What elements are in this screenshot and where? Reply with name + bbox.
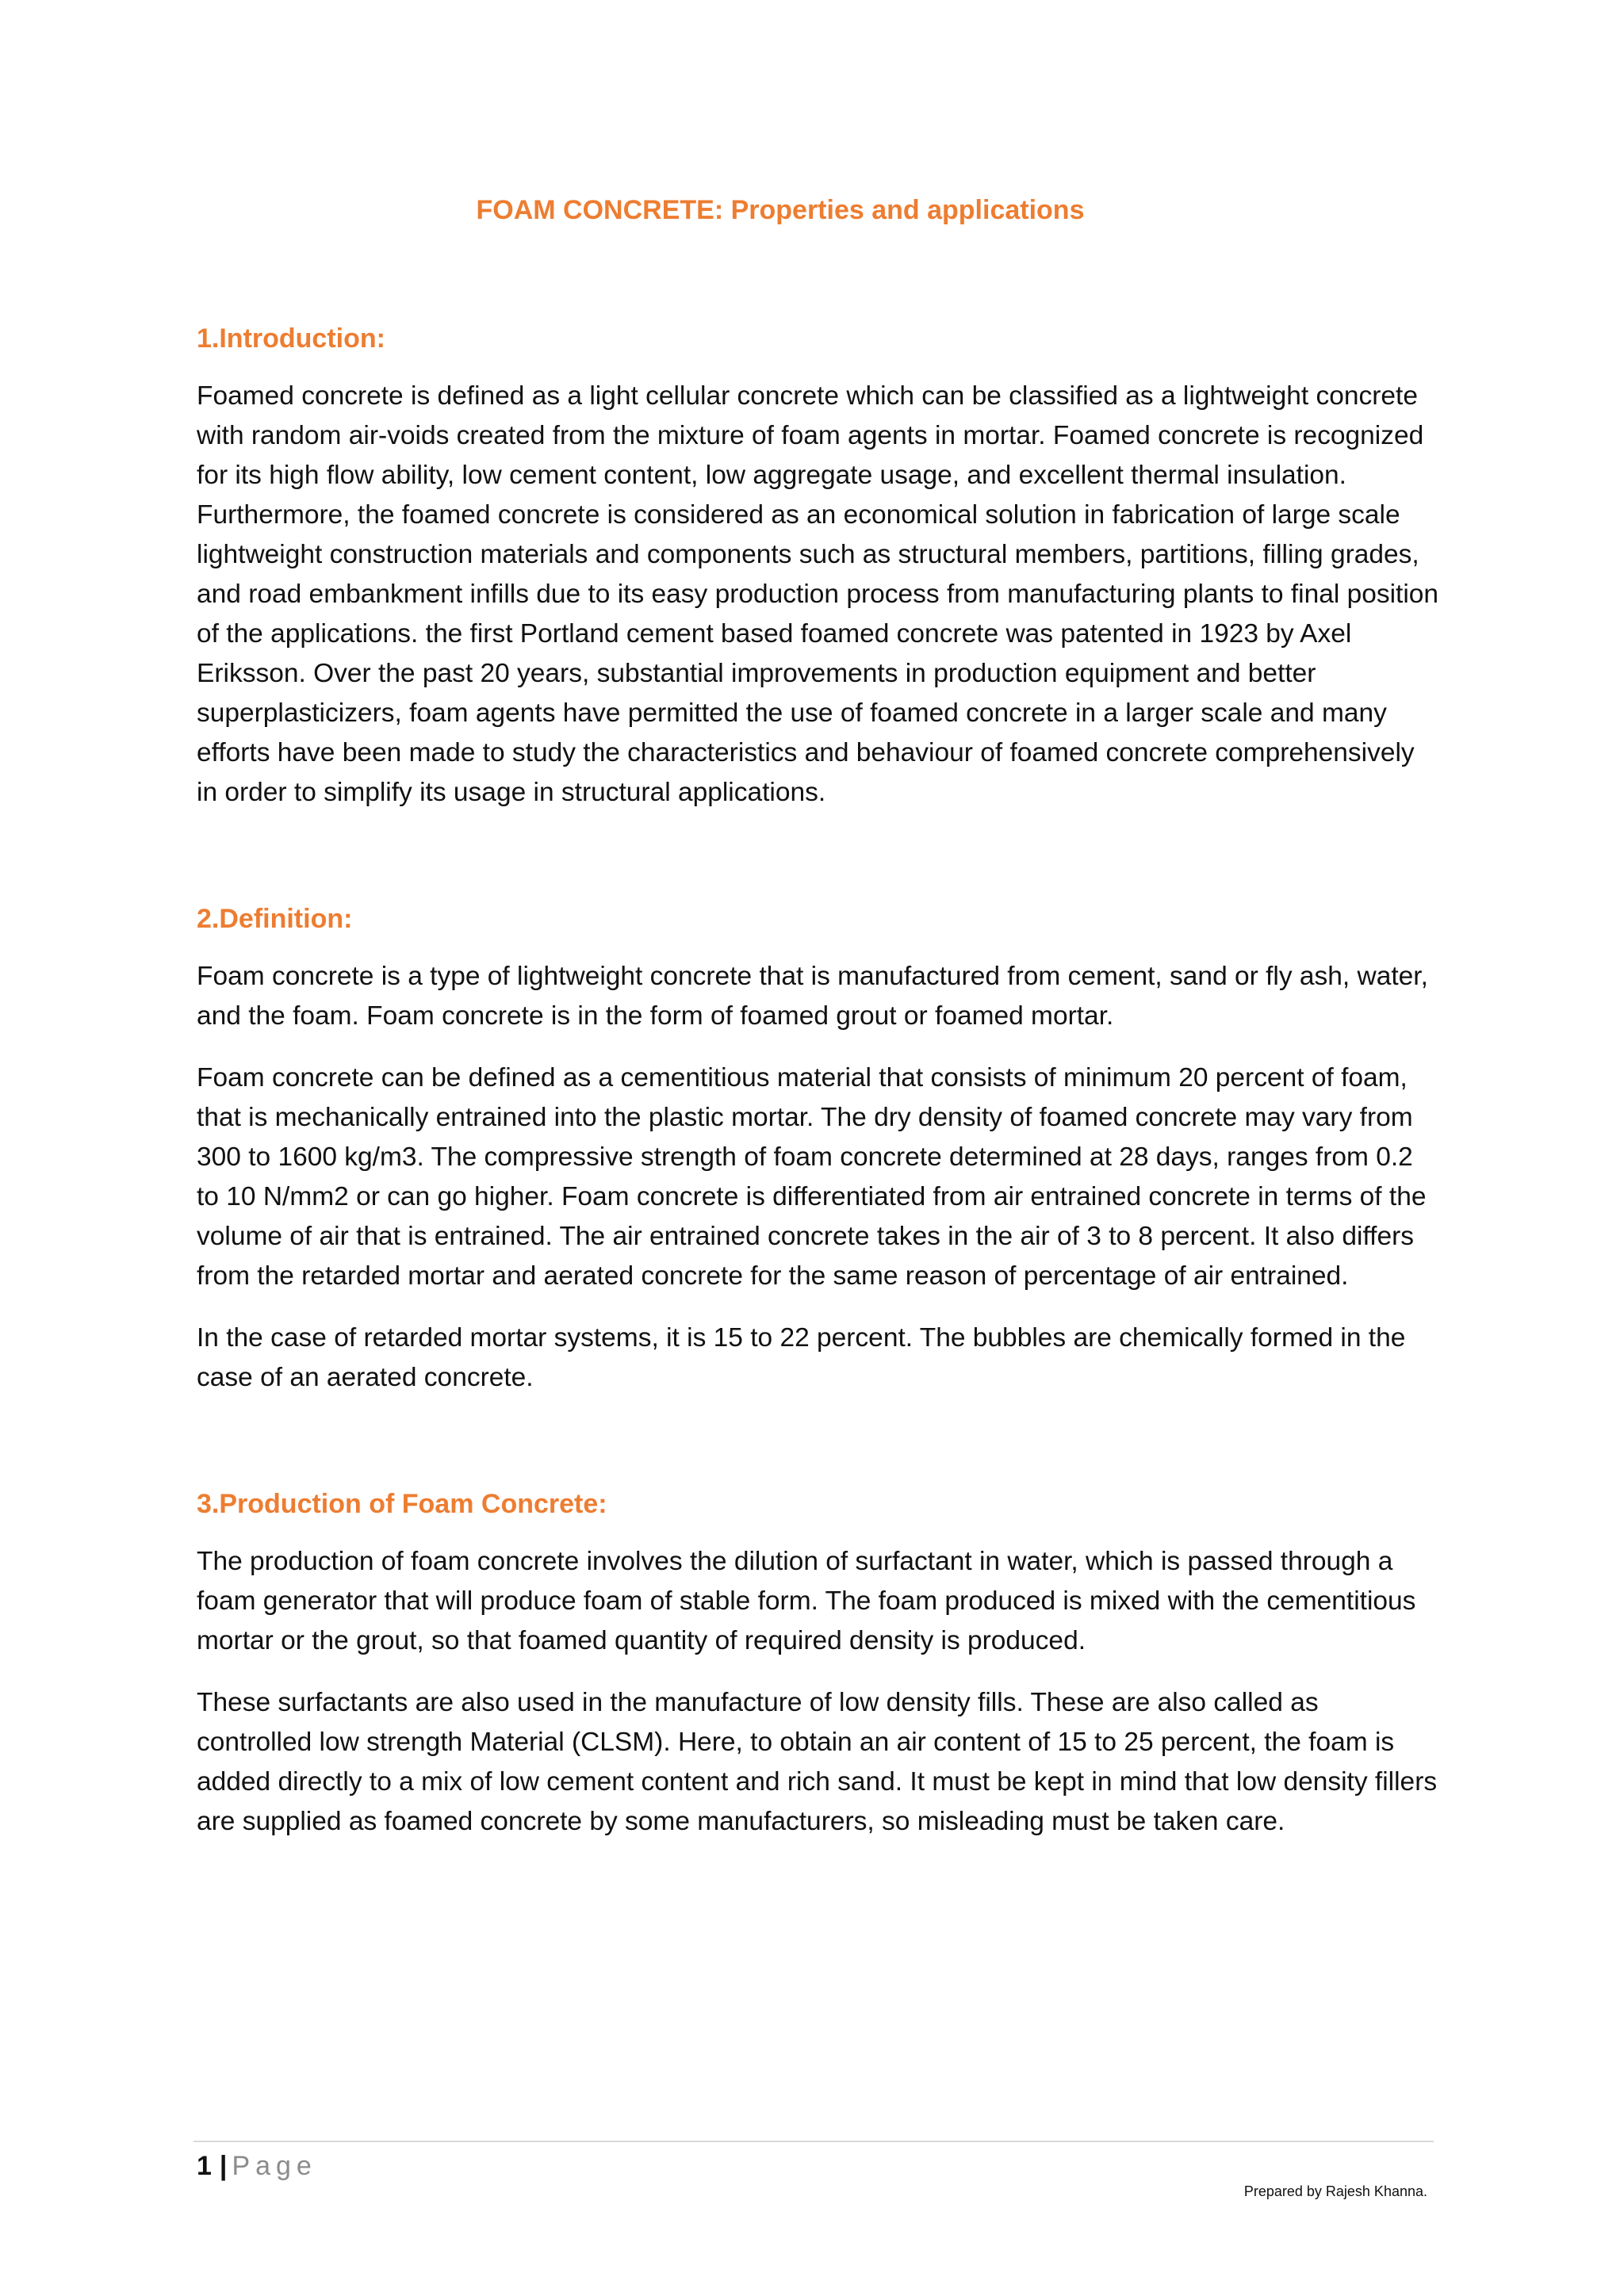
paragraph: In the case of retarded mortar systems, it is 15 to 22 percent. The bubbles are chemically formed in the case of an aerated concrete. (197, 1323, 1406, 1392)
page-number (197, 2149, 317, 2183)
paragraph: Foamed concrete is defined as a light cellular concrete which can be classified as a lightweight concrete with random air-voids created from the mixture of foam agents in mortar. Foamed concrete is recognized for its high flow ability, low cement content, low aggregate usage, and excellent thermal insulation. Furthermore, the foamed concrete is considered as an economical solution in fabrication of large scale lightweight construction materials and components such as structural members, partitions, filling grades, and road embankment infills due to its easy production process from manufacturing plants to final position of the applications. the first Portland cement based foamed concrete was patented in 1923 by Axel Eriksson. Over the past 20 years, substantial improvements in production equipment and better superplasticizers, foam agents have permitted the use of foamed concrete in a larger scale and many efforts have been made to study the characteristics and behaviour of foamed concrete comprehensively in order to simplify its usage in structural applications. (197, 381, 1439, 807)
section-production (197, 1487, 1440, 1842)
paragraph: These surfactants are also used in the manufacture of low density fills. These are also called as controlled low strength Material (CLSM). Here, to obtain an air content of 15 to 25 percent, the foam is added directly to a mix of low cement content and rich sand. It must be kept in mind that low density fillers are supplied as foamed concrete by some manufacturers, so misleading must be taken care. (197, 1688, 1438, 1836)
section-heading: 3.Production of Foam Concrete: (197, 1489, 607, 1519)
paragraph: Foam concrete can be defined as a cementitious material that consists of minimum 20 percent of foam, that is mechanically entrained into the plastic mortar. The dry density of foamed concrete may vary from 300 to 1600 kg/m3. The compressive strength of foam concrete determined at 28 days, ranges from 0.2 to 10 N/mm2 or can go higher. Foam concrete is differentiated from air entrained concrete in terms of the volume of air that is entrained. The air entrained concrete takes in the air of 3 to 8 percent. It also differs from the retarded mortar and aerated concrete for the same reason of percentage of air entrained. (197, 1063, 1427, 1291)
paragraph: Foam concrete is a type of lightweight concrete that is manufactured from cement, sand or fly ash, water, and the foam. Foam concrete is in the form of foamed grout or foamed mortar. (197, 962, 1428, 1031)
page-number-separator: | (219, 2151, 228, 2181)
paragraph: The production of foam concrete involves the dilution of surfactant in water, which is passed through a foam generator that will produce foam of stable form. The foam produced is mixed with the cementitious mortar or the grout, so that foamed quantity of required density is produced. (197, 1547, 1416, 1655)
section-definition (197, 901, 1440, 1398)
section-heading: 1.Introduction: (197, 323, 385, 354)
section-heading: 2.Definition: (197, 904, 353, 934)
prepared-by-note: Prepared by Rajesh Khanna. (1243, 2183, 1427, 2199)
document-title: FOAM CONCRETE: Properties and applications (476, 195, 1085, 225)
document-body (197, 321, 1440, 1931)
page-number-value: 1 (197, 2151, 212, 2181)
footer-divider (193, 2141, 1434, 2142)
page-label: Page (232, 2151, 317, 2181)
section-introduction (197, 321, 1440, 813)
